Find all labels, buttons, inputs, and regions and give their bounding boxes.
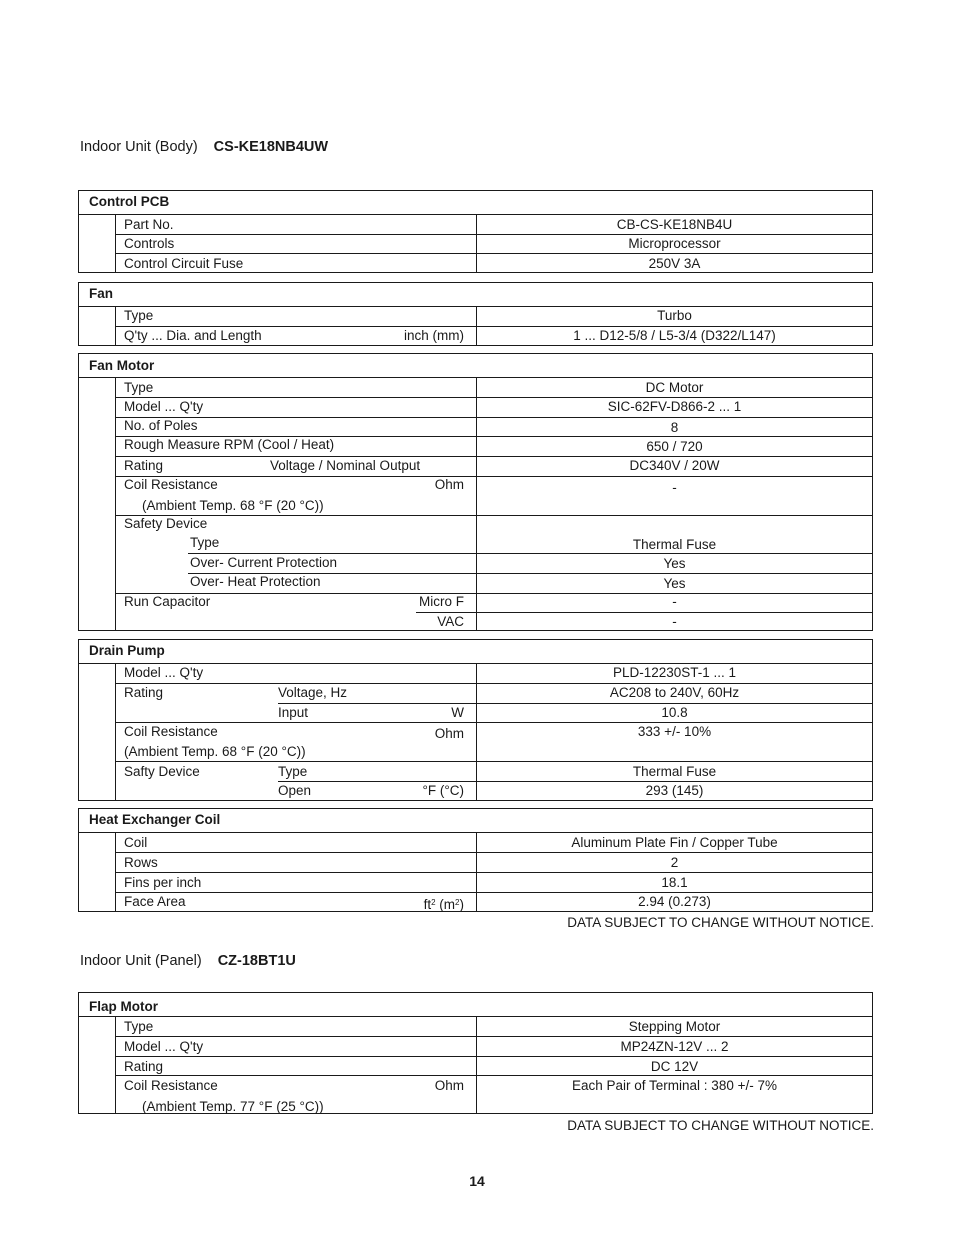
- flap-motor-title: Flap Motor: [89, 999, 158, 1014]
- fm-coil-value: -: [672, 480, 677, 495]
- fan-type-label: Type: [124, 308, 154, 323]
- panel-unit-heading: [80, 953, 296, 969]
- flap-rating-value: DC 12V: [650, 1059, 699, 1074]
- hx-area-label: Face Area: [124, 894, 186, 909]
- panel-unit-label: Indoor Unit (Panel): [80, 953, 202, 969]
- fm-model-label: Model ... Q'ty: [124, 399, 204, 414]
- part-no-value: CB-CS-KE18NB4U: [616, 217, 733, 232]
- fan-motor-section: [78, 353, 873, 631]
- drain-pump-title: Drain Pump: [89, 643, 165, 658]
- dp-voltage-label: Voltage, Hz: [278, 685, 348, 700]
- dp-coil-label: Coil Resistance: [124, 724, 218, 739]
- flap-motor-table: [115, 1017, 872, 1113]
- fm-coil-ambient: (Ambient Temp. 68 °F (20 °C)): [142, 498, 324, 513]
- flap-coil-value: Each Pair of Terminal : 380 +/- 7%: [572, 1078, 777, 1093]
- fm-rating-value: DC340V / 20W: [629, 458, 720, 473]
- notice-1: DATA SUBJECT TO CHANGE WITHOUT NOTICE.: [567, 915, 874, 930]
- fm-poles-value: 8: [670, 420, 679, 435]
- fan-title: Fan: [89, 286, 114, 301]
- fan-motor-table: [115, 378, 872, 630]
- fan-qty-unit: inch (mm): [404, 328, 464, 343]
- fm-rpm-value: 650 / 720: [646, 439, 703, 454]
- hx-rows-label: Rows: [124, 855, 158, 870]
- dp-open-unit: °F (°C): [422, 783, 464, 798]
- fm-overcurrent-label: Over- Current Protection: [190, 555, 338, 570]
- hx-coil-label: Coil: [124, 835, 148, 850]
- fuse-value: 250V 3A: [648, 256, 701, 271]
- flap-type-value: Stepping Motor: [628, 1019, 721, 1034]
- body-unit-label: Indoor Unit (Body): [80, 139, 198, 155]
- dp-coil-value: 333 +/- 10%: [637, 724, 712, 739]
- dp-input-unit: W: [451, 705, 464, 720]
- fm-coil-label: Coil Resistance: [124, 477, 218, 492]
- control-pcb-table: [115, 215, 872, 272]
- flap-coil-label: Coil Resistance: [124, 1078, 218, 1093]
- fm-type-label: Type: [124, 380, 154, 395]
- hx-fins-value: 18.1: [661, 875, 688, 890]
- fm-cap-unit1: Micro F: [419, 594, 464, 609]
- flap-model-label: Model ... Q'ty: [124, 1039, 204, 1054]
- fan-motor-title: Fan Motor: [89, 358, 155, 373]
- fuse-label: Control Circuit Fuse: [124, 256, 244, 271]
- dp-coil-unit: Ohm: [434, 726, 464, 741]
- flap-motor-section: [78, 992, 873, 1114]
- dp-model-label: Model ... Q'ty: [124, 665, 204, 680]
- dp-open-label: Open: [278, 783, 312, 798]
- drain-pump-table: [115, 664, 872, 800]
- dp-safety-label: Safty Device: [124, 764, 200, 779]
- hx-coil-value: Aluminum Plate Fin / Copper Tube: [571, 835, 778, 850]
- dp-safety-type-value: Thermal Fuse: [632, 764, 717, 779]
- body-unit-model: CS-KE18NB4UW: [213, 139, 329, 155]
- part-no-label: Part No.: [124, 217, 174, 232]
- fm-cap-unit2: VAC: [437, 614, 464, 629]
- fm-cap-value2: -: [672, 614, 677, 629]
- fan-section: [78, 282, 873, 346]
- fm-coil-unit: Ohm: [434, 477, 464, 492]
- fan-qty-value: 1 ... D12-5/8 / L5-3/4 (D322/L147): [573, 328, 776, 343]
- flap-type-label: Type: [124, 1019, 154, 1034]
- fm-type-value: DC Motor: [645, 380, 704, 395]
- fm-rating-label: Rating: [124, 458, 164, 473]
- hx-fins-label: Fins per inch: [124, 875, 202, 890]
- dp-input-label: Input: [278, 705, 309, 720]
- fm-poles-label: No. of Poles: [124, 418, 198, 433]
- fm-safety-type-value: Thermal Fuse: [632, 537, 717, 552]
- fm-capacitor-label: Run Capacitor: [124, 594, 211, 609]
- heat-exchanger-table: [115, 833, 872, 911]
- heat-exchanger-title: Heat Exchanger Coil: [89, 812, 221, 827]
- hx-area-unit: $ft^2$ $(m^2)$: [423, 897, 464, 912]
- fm-overheat-value: Yes: [663, 576, 686, 591]
- dp-rating-label: Rating: [124, 685, 164, 700]
- dp-voltage-value: AC208 to 240V, 60Hz: [609, 685, 740, 700]
- flap-rating-label: Rating: [124, 1059, 164, 1074]
- dp-model-value: PLD-12230ST-1 ... 1: [612, 665, 737, 680]
- fm-overcurrent-value: Yes: [663, 556, 686, 571]
- flap-coil-unit: Ohm: [434, 1078, 464, 1093]
- heat-exchanger-section: [78, 808, 873, 912]
- dp-safety-type-label: Type: [278, 764, 308, 779]
- hx-rows-value: 2: [670, 855, 679, 870]
- dp-coil-ambient: (Ambient Temp. 68 °F (20 °C)): [124, 744, 306, 759]
- notice-2: DATA SUBJECT TO CHANGE WITHOUT NOTICE.: [567, 1118, 874, 1133]
- fm-safety-type-label: Type: [190, 535, 220, 550]
- fm-overheat-label: Over- Heat Protection: [190, 574, 321, 589]
- page-number: 14: [469, 1173, 485, 1189]
- fan-qty-label: Q'ty ... Dia. and Length: [124, 328, 262, 343]
- hx-area-value: 2.94 (0.273): [638, 894, 711, 909]
- fm-safety-label: Safety Device: [124, 516, 208, 531]
- control-pcb-section: [78, 190, 873, 273]
- flap-model-value: MP24ZN-12V ... 2: [620, 1039, 729, 1054]
- fan-type-value: Turbo: [657, 308, 692, 323]
- dp-open-value: 293 (145): [645, 783, 704, 798]
- fan-table: [115, 307, 872, 345]
- fm-cap-value1: -: [672, 594, 677, 609]
- flap-coil-ambient: (Ambient Temp. 77 °F (25 °C)): [142, 1099, 324, 1114]
- control-pcb-title: Control PCB: [89, 194, 170, 209]
- panel-unit-model: CZ-18BT1U: [217, 953, 296, 969]
- controls-value: Microprocessor: [628, 236, 721, 251]
- drain-pump-section: [78, 639, 873, 801]
- fm-rating-sub: Voltage / Nominal Output: [270, 458, 421, 473]
- dp-input-value: 10.8: [661, 705, 688, 720]
- body-unit-heading: [80, 139, 328, 155]
- controls-label: Controls: [124, 236, 175, 251]
- fm-rpm-label: Rough Measure RPM (Cool / Heat): [124, 437, 335, 452]
- fm-model-value: SIC-62FV-D866-2 ... 1: [607, 399, 742, 414]
